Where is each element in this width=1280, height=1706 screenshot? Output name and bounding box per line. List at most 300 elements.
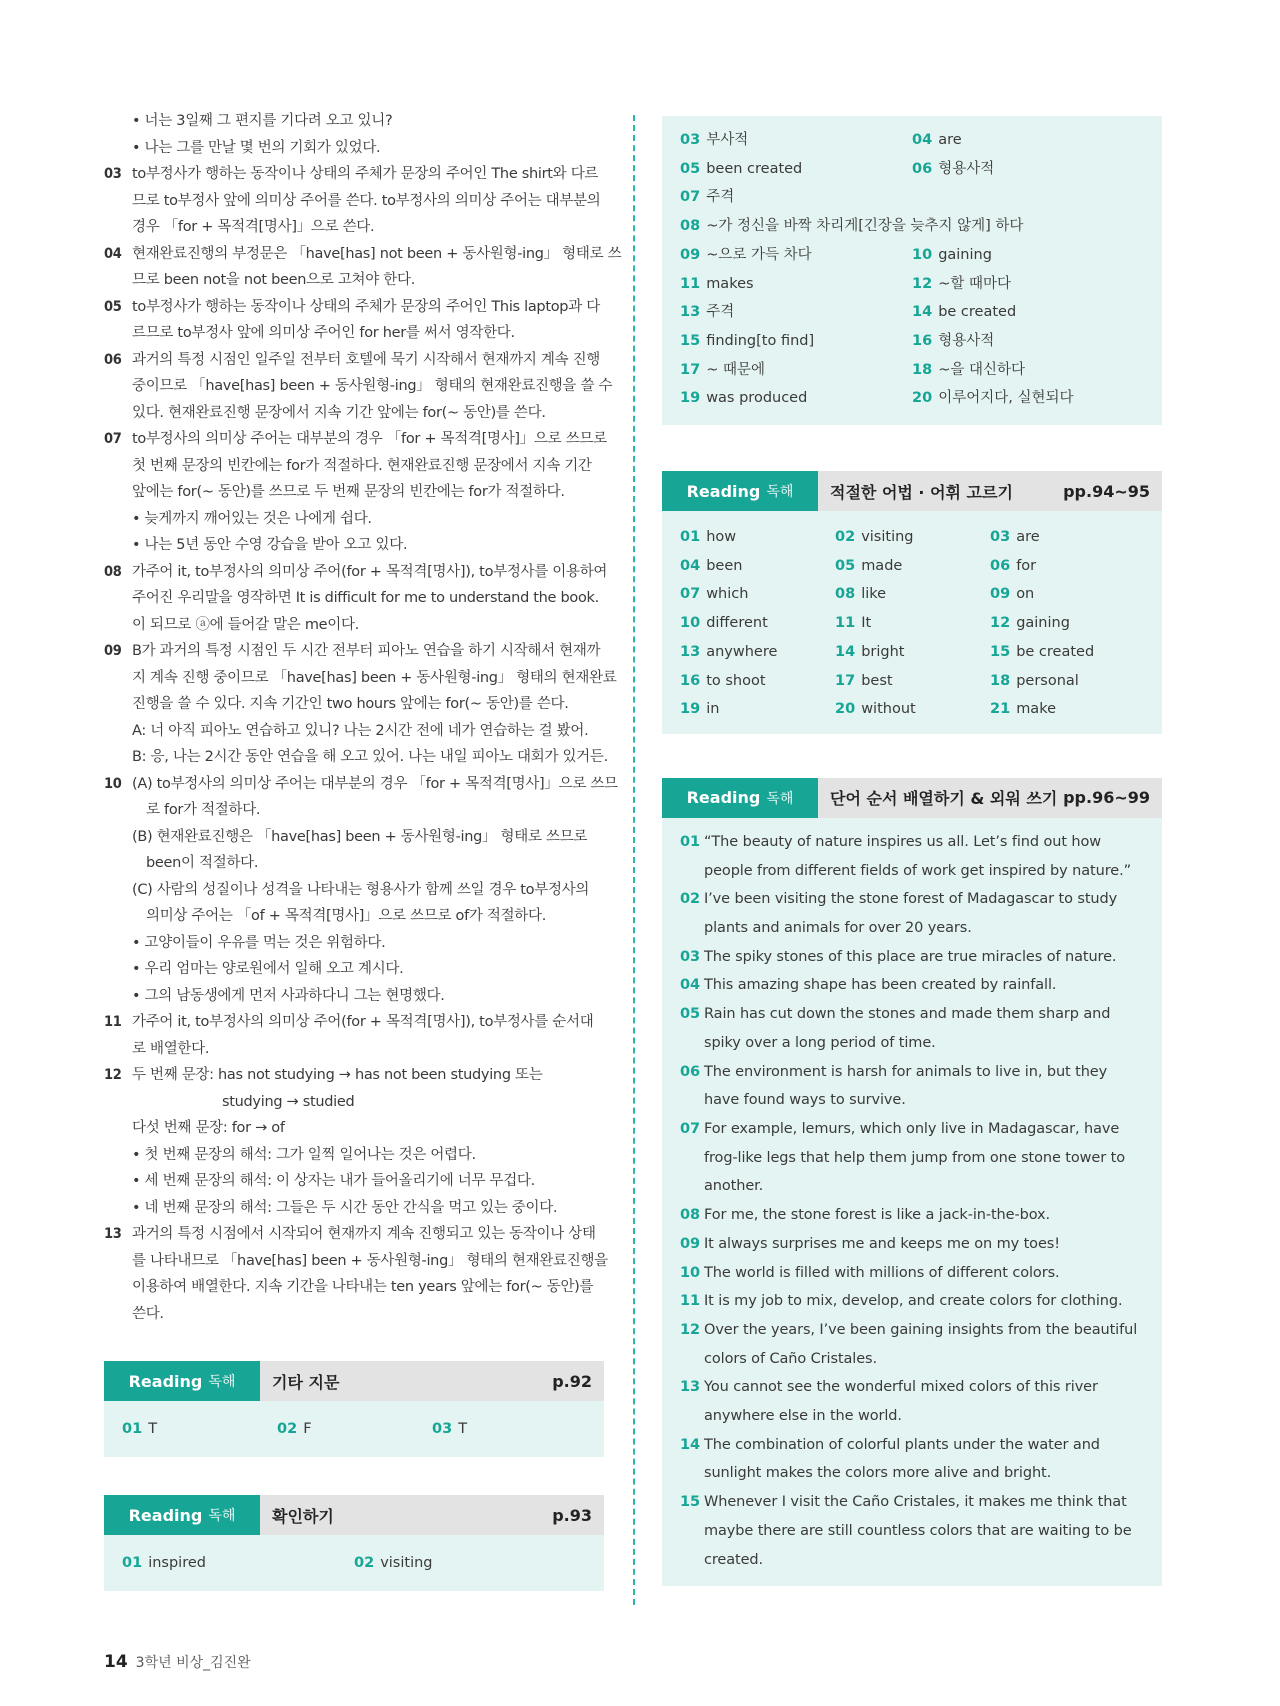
explanation-line [104, 506, 604, 533]
explanation-line [104, 108, 604, 135]
answer-value: different [706, 615, 768, 632]
sentence-text: This amazing shape has been created by rainfall. [704, 977, 1057, 994]
item-number: 13 [104, 1226, 122, 1242]
answer-number: 01 [122, 1554, 143, 1571]
answer-item [277, 1415, 432, 1444]
explanation-line [104, 373, 613, 400]
answer-value: finding[to find] [706, 332, 815, 349]
sentence-line [680, 1029, 1144, 1058]
explanation-line [104, 691, 604, 718]
answer-item [680, 667, 835, 696]
line-text: 다섯 번째 문장: for → of [132, 1120, 285, 1136]
answer-item [680, 638, 835, 667]
answer-item [990, 523, 1145, 552]
sentence-number: 12 [680, 1321, 700, 1338]
explanation-line [104, 559, 608, 586]
answer-value: be created [1016, 643, 1095, 660]
answer-item [990, 552, 1145, 581]
sentence-text: another. [704, 1178, 764, 1195]
explanation-line [104, 824, 604, 851]
sentence-number: 06 [680, 1063, 700, 1080]
line-text: A: 너 아직 피아노 연습하고 있니? 나는 2시간 전에 네가 연습하는 걸 봤어. [132, 722, 589, 739]
sentence-line [680, 1201, 1144, 1230]
answer-value: 주격 [706, 304, 735, 321]
item-number: 05 [104, 298, 122, 315]
sentence-text: For example, lemurs, which only live in Madagascar, have [704, 1120, 1120, 1137]
sentence-line [680, 971, 1144, 1000]
answer-number: 12 [990, 615, 1011, 632]
answer-number: 04 [680, 557, 701, 574]
line-text: 이용하여 배열한다. 지속 기간을 나타내는 ten years 앞에는 for(~ 동안)를 [132, 1279, 594, 1295]
line-text: 가주어 it, to부정사의 의미상 주어(for + 목적격[명사]), to부정사를 이용하여 [132, 563, 608, 580]
page-footer [104, 1652, 251, 1672]
answer-box-top [662, 116, 1162, 425]
sentence-number: 15 [680, 1494, 700, 1511]
explanation-line [104, 612, 604, 639]
sentence-line [680, 1259, 1144, 1288]
sentence-line [680, 1086, 1144, 1115]
answer-number: 02 [277, 1420, 298, 1437]
answer-value: which [706, 586, 749, 603]
line-text: • 늦게까지 깨어있는 것은 나에게 쉽다. [132, 510, 372, 527]
sentence-line [680, 857, 1144, 886]
answer-number: 02 [835, 529, 856, 546]
line-text: 앞에는 for(~ 동안)를 쓰므로 두 번째 문장의 빈칸에는 for가 적절하다. [132, 484, 565, 500]
answer-item [912, 155, 1144, 184]
answer-item [680, 384, 912, 413]
sentence-number: 08 [680, 1207, 700, 1224]
sentence-text: spiky over a long period of time. [704, 1034, 936, 1051]
sentence-line [680, 1172, 1144, 1201]
line-text: 과거의 특정 시점인 일주일 전부터 호텔에 묵기 시작해서 현재까지 계속 진행 [132, 351, 601, 368]
answer-value: 이루어지다, 실현되다 [938, 390, 1074, 407]
line-text: 므로 to부정사 앞에 의미상 주어를 쓴다. to부정사의 의미상 주어는 대부분의 [132, 192, 601, 209]
answer-number: 14 [912, 304, 933, 321]
line-text: B: 응, 나는 2시간 동안 연습을 해 오고 있어. 나는 내일 피아노 대회가 있거든. [132, 749, 608, 765]
sentence-number: 14 [680, 1436, 700, 1453]
answer-number: 03 [432, 1420, 453, 1437]
answer-value: best [861, 672, 893, 689]
answer-item [680, 695, 835, 724]
answer-number: 02 [354, 1554, 375, 1571]
line-text: • 너는 3일째 그 편지를 기다려 오고 있니? [132, 113, 393, 129]
sentence-text: Whenever I visit the Caño Cristales, it makes me think that [704, 1494, 1127, 1511]
answer-number: 06 [912, 160, 933, 177]
sentence-line [680, 1431, 1144, 1460]
line-text: B가 과거의 특정 시점인 두 시간 전부터 피아노 연습을 하기 시작해서 현재까 [132, 643, 601, 659]
section-pages: pp.94~95 [1063, 481, 1150, 501]
explanation-line [104, 320, 604, 347]
sentence-text: The environment is harsh for animals to live in, but they [704, 1063, 1108, 1080]
answer-number: 01 [680, 529, 701, 546]
section-pages: p.92 [552, 1371, 592, 1391]
answer-value: for [1016, 557, 1037, 574]
line-text: 중이므로 「have[has] been + 동사원형-ing」 형태의 현재완료진행을 쓸 수 [132, 378, 613, 394]
answer-number: 19 [680, 390, 701, 407]
explanation-line [104, 1301, 604, 1328]
answer-item [990, 580, 1145, 609]
answer-item [912, 241, 1144, 270]
answer-item [835, 638, 990, 667]
item-number: 08 [104, 563, 122, 580]
sentence-line [680, 1058, 1144, 1087]
answer-value: on [1016, 586, 1035, 603]
explanation-line [104, 718, 604, 745]
answer-number: 16 [912, 332, 933, 349]
answer-value: inspired [148, 1554, 206, 1571]
line-text: 므로 been not을 not been으로 고쳐야 한다. [132, 272, 415, 288]
right-column [662, 116, 1162, 1586]
item-number: 04 [104, 245, 122, 262]
answer-number: 11 [835, 615, 856, 632]
page-number: 14 [104, 1652, 128, 1672]
answer-number: 15 [990, 643, 1011, 660]
explanation-line [104, 294, 604, 321]
explanation-line [104, 744, 608, 771]
answer-item [912, 298, 1144, 327]
answer-number: 05 [835, 557, 856, 574]
sentence-number: 09 [680, 1235, 700, 1252]
line-text: • 고양이들이 우유를 먹는 것은 위험하다. [132, 934, 386, 951]
answer-box [104, 1401, 604, 1457]
sentence-text: The combination of colorful plants under the water and [704, 1436, 1100, 1453]
explanation-line [104, 453, 604, 480]
explanation-line [104, 135, 604, 162]
column-divider [633, 115, 635, 1605]
answer-value: F [303, 1420, 312, 1437]
answer-item [835, 552, 990, 581]
explanation-line [104, 214, 604, 241]
sentence-box [662, 818, 1162, 1586]
answer-value: are [938, 132, 962, 148]
section-p96 [662, 778, 1162, 1586]
answer-item [680, 523, 835, 552]
answer-value: gaining [1016, 615, 1070, 632]
answer-number: 17 [835, 672, 856, 689]
section-p92 [104, 1361, 604, 1457]
item-number: 09 [104, 643, 122, 659]
answer-box [104, 1535, 604, 1591]
answer-number: 10 [680, 615, 701, 632]
answer-item [835, 695, 990, 724]
sentence-number: 04 [680, 977, 700, 994]
answer-item [990, 695, 1145, 724]
answer-value: be created [938, 304, 1017, 321]
sentence-text: I’ve been visiting the stone forest of Madagascar to study [704, 891, 1118, 908]
answer-number: 18 [912, 361, 933, 378]
explanation-line [104, 161, 604, 188]
sentence-line [680, 1230, 1144, 1259]
sentence-text: The spiky stones of this place are true miracles of nature. [704, 948, 1117, 965]
sentence-line [680, 1517, 1144, 1546]
explanation-line [104, 400, 604, 427]
sentence-line [680, 1144, 1144, 1173]
item-number: 12 [104, 1067, 122, 1083]
line-text: studying → studied [222, 1093, 355, 1110]
left-column [104, 108, 622, 1591]
line-text: 경우 「for + 목적격[명사]」으로 쓴다. [132, 219, 375, 235]
answer-value: T [458, 1420, 468, 1437]
answer-value: personal [1016, 672, 1079, 689]
section-title: 단어 순서 배열하기 & 외워 쓰기 [830, 789, 1058, 809]
explanation-line [104, 1195, 604, 1222]
answer-number: 03 [990, 529, 1011, 546]
line-text: 첫 번째 문장의 빈칸에는 for가 적절하다. 현재완료진행 문장에서 지속 기간 [132, 457, 592, 474]
sentence-text: Rain has cut down the stones and made them sharp and [704, 1006, 1111, 1023]
explanation-line [104, 1036, 604, 1063]
line-text: 로 for가 적절하다. [146, 802, 261, 818]
sentence-line [680, 828, 1144, 857]
answer-item [680, 327, 912, 356]
item-number: 11 [104, 1014, 122, 1030]
answer-value: ~가 정신을 바짝 차리게[긴장을 늦추지 않게] 하다 [706, 218, 1024, 235]
section-header [104, 1361, 604, 1401]
line-text: • 우리 엄마는 양로원에서 일해 오고 계시다. [132, 961, 404, 977]
answer-value: 형용사적 [938, 160, 995, 177]
sentence-line [680, 1459, 1144, 1488]
sentence-line [680, 1115, 1144, 1144]
explanation-line [104, 1115, 604, 1142]
answer-value: ~ 때문에 [706, 361, 765, 378]
explanation-line [104, 1062, 604, 1089]
explanation-line [104, 426, 607, 453]
sentence-number: 01 [680, 833, 700, 850]
section-header [662, 778, 1162, 818]
answer-number: 09 [990, 586, 1011, 603]
answer-item [835, 609, 990, 638]
section-title: 적절한 어법 · 어휘 고르기 [830, 482, 1013, 502]
answer-value: are [1016, 529, 1040, 546]
answer-number: 20 [835, 701, 856, 718]
answer-item [680, 298, 912, 327]
explanation-line [104, 638, 604, 665]
explanation-line [104, 1009, 604, 1036]
sentence-number: 05 [680, 1006, 700, 1023]
sentence-text: anywhere else in the world. [704, 1408, 902, 1425]
line-text: been이 적절하다. [146, 855, 259, 871]
answer-number: 09 [680, 246, 701, 263]
line-text: (C) 사람의 성질이나 성격을 나타내는 형용사가 함께 쓰일 경우 to부정사의 [132, 881, 590, 898]
answer-value: gaining [938, 246, 992, 263]
answer-item [990, 638, 1145, 667]
answer-item [354, 1549, 586, 1578]
sentence-text: “The beauty of nature inspires us all. Let’s find out how [704, 833, 1102, 850]
answer-box [662, 511, 1162, 734]
sentence-text: have found ways to survive. [704, 1092, 906, 1109]
reading-tag: Reading 독해 [104, 1495, 260, 1535]
explanation-line [104, 956, 604, 983]
section-p93 [104, 1495, 604, 1591]
answer-item [680, 552, 835, 581]
item-number: 06 [104, 351, 122, 368]
explanation-line [104, 877, 604, 904]
section-title: 기타 지문 [272, 1372, 340, 1392]
sentence-text: sunlight makes the colors more alive and bright. [704, 1465, 1052, 1482]
answer-item [680, 126, 912, 155]
answer-item [680, 155, 912, 184]
line-text: 로 배열한다. [132, 1040, 210, 1057]
sentence-number: 07 [680, 1120, 700, 1137]
line-text: (B) 현재완료진행은 「have[has] been + 동사원형-ing」 형태로 쓰므로 [132, 828, 588, 845]
line-text: • 나는 그를 만날 몇 번의 기회가 있었다. [132, 139, 381, 156]
answer-number: 13 [680, 304, 701, 321]
sentence-number: 11 [680, 1293, 700, 1310]
line-text: 지 계속 진행 중이므로 「have[has] been + 동사원형-ing」 형태의 현재완료 [132, 669, 617, 686]
line-text: 이 되므로 ⓐ에 들어갈 말은 me이다. [132, 616, 359, 633]
answer-value: T [148, 1420, 158, 1437]
answer-number: 13 [680, 643, 701, 660]
sentence-number: 13 [680, 1379, 700, 1396]
answer-number: 07 [680, 189, 701, 206]
answer-item [835, 580, 990, 609]
line-text: 가주어 it, to부정사의 의미상 주어(for + 목적격[명사]), to부정사를 순서대 [132, 1014, 594, 1030]
answer-number: 06 [990, 557, 1011, 574]
explanation-line [104, 1168, 604, 1195]
answer-item [912, 356, 1144, 385]
explanation-line [104, 188, 604, 215]
line-text: 과거의 특정 시점에서 시작되어 현재까지 계속 진행되고 있는 동작이나 상태 [132, 1226, 596, 1242]
answer-item [680, 183, 1144, 212]
section-header [104, 1495, 604, 1535]
answer-item [680, 580, 835, 609]
answer-item [680, 609, 835, 638]
answer-item [680, 356, 912, 385]
sentence-text: created. [704, 1551, 764, 1568]
line-text: 의미상 주어는 「of + 목적격[명사]」으로 쓰므로 of가 적절하다. [146, 908, 547, 924]
explanation-line [104, 1089, 604, 1116]
answer-number: 03 [680, 132, 701, 148]
sentence-text: For me, the stone forest is like a jack-in-the-box. [704, 1207, 1051, 1224]
line-text: (A) to부정사의 의미상 주어는 대부분의 경우 「for + 목적격[명사]」으로 쓰므 [132, 775, 618, 792]
explanation-line [104, 532, 604, 559]
line-text: 있다. 현재완료진행 문장에서 지속 기간 앞에는 for(~ 동안)를 쓴다. [132, 404, 546, 421]
line-text: 를 나타내므로 「have[has] been + 동사원형-ing」 형태의 현재완료진행을 [132, 1252, 608, 1269]
answer-value: ~할 때마다 [938, 275, 1011, 292]
explanation-line [104, 771, 618, 798]
sentence-line [680, 885, 1144, 914]
line-text: to부정사가 행하는 동작이나 상태의 주체가 문장의 주어인 The shirt와 다르 [132, 166, 599, 182]
sentence-line [680, 1373, 1144, 1402]
line-text: 쓴다. [132, 1305, 164, 1322]
explanation-line [104, 1248, 608, 1275]
answer-value: was produced [706, 390, 808, 407]
answer-value: how [706, 529, 737, 546]
explanation-line [104, 797, 604, 824]
explanation-line [104, 1221, 604, 1248]
answer-item [680, 241, 912, 270]
item-number: 07 [104, 431, 122, 447]
answer-value: made [861, 557, 903, 574]
section-title: 확인하기 [272, 1506, 334, 1526]
answer-number: 18 [990, 672, 1011, 689]
sentence-text: frog-like legs that help them jump from one stone tower to [704, 1149, 1125, 1166]
answer-number: 21 [990, 701, 1011, 718]
explanation-line [104, 267, 604, 294]
answer-number: 08 [680, 218, 701, 235]
explanations [104, 108, 622, 1327]
answer-value: makes [706, 275, 754, 292]
sentence-text: It always surprises me and keeps me on my toes! [704, 1235, 1060, 1252]
line-text: 르므로 to부정사 앞에 의미상 주어인 for her를 써서 영작한다. [132, 325, 515, 341]
answer-number: 04 [912, 132, 933, 148]
answer-item [122, 1549, 354, 1578]
answer-value: in [706, 701, 720, 718]
answer-value: been [706, 557, 743, 574]
section-pages: pp.96~99 [1063, 788, 1150, 808]
sentence-line [680, 1287, 1144, 1316]
line-text: 현재완료진행의 부정문은 「have[has] not been + 동사원형-ing」 형태로 쓰 [132, 245, 622, 262]
answer-value: visiting [861, 529, 914, 546]
explanation-line [104, 850, 604, 877]
explanation-line [104, 665, 617, 692]
answer-value: 주격 [706, 189, 735, 206]
section-header [662, 471, 1162, 511]
answer-value: without [861, 701, 916, 718]
answer-number: 08 [835, 586, 856, 603]
line-text: • 네 번째 문장의 해석: 그들은 두 시간 동안 간식을 먹고 있는 중이다. [132, 1199, 558, 1216]
answer-value: bright [861, 643, 905, 660]
sentence-text: You cannot see the wonderful mixed colors of this river [704, 1379, 1098, 1396]
answer-item [990, 667, 1145, 696]
answer-item [912, 270, 1144, 299]
answer-value: ~으로 가득 차다 [706, 246, 812, 263]
answer-item [912, 126, 1144, 155]
sentence-line [680, 1316, 1144, 1345]
answer-number: 01 [122, 1420, 143, 1437]
explanation-line [104, 983, 604, 1010]
sentence-number: 10 [680, 1264, 700, 1281]
sentence-line [680, 1000, 1144, 1029]
sentence-line [680, 1488, 1144, 1517]
answer-item [990, 609, 1145, 638]
answer-item [680, 270, 912, 299]
answer-value: ~을 대신하다 [938, 361, 1025, 378]
answer-item [912, 327, 1144, 356]
sentence-line [680, 914, 1144, 943]
line-text: 두 번째 문장: has not studying → has not been studying 또는 [132, 1067, 543, 1083]
book-title: 3학년 비상_김진완 [135, 1655, 251, 1671]
sentence-text: The world is filled with millions of different colors. [704, 1264, 1060, 1281]
reading-tag: Reading 독해 [662, 471, 818, 511]
item-number: 10 [104, 775, 122, 792]
item-number: 03 [104, 166, 122, 182]
answer-value: 형용사적 [938, 332, 995, 349]
answer-number: 11 [680, 275, 701, 292]
sentence-line [680, 943, 1144, 972]
sentence-text: colors of Caño Cristales. [704, 1350, 877, 1367]
sentence-text: people from different fields of work get inspired by nature.” [704, 862, 1131, 879]
line-text: • 나는 5년 동안 수영 강습을 받아 오고 있다. [132, 537, 408, 553]
answer-item [835, 523, 990, 552]
answer-value: like [861, 586, 887, 603]
line-text: 진행을 쓸 수 있다. 지속 기간인 two hours 앞에는 for(~ 동안)를 쓴다. [132, 696, 569, 712]
answer-item [912, 384, 1144, 413]
explanation-line [104, 479, 604, 506]
line-text: • 그의 남동생에게 먼저 사과하다니 그는 현명했다. [132, 987, 445, 1004]
answer-number: 15 [680, 332, 701, 349]
answer-number: 19 [680, 701, 701, 718]
answer-number: 16 [680, 672, 701, 689]
section-p94 [662, 471, 1162, 734]
answer-value: to shoot [706, 672, 766, 689]
explanation-line [104, 1142, 604, 1169]
line-text: to부정사가 행하는 동작이나 상태의 주체가 문장의 주어인 This laptop과 다 [132, 298, 600, 315]
line-text: • 첫 번째 문장의 해석: 그가 일찍 일어나는 것은 어렵다. [132, 1146, 476, 1163]
explanation-line [104, 585, 604, 612]
answer-item [680, 212, 1144, 241]
answer-value: anywhere [706, 643, 778, 660]
answer-number: 10 [912, 246, 933, 263]
